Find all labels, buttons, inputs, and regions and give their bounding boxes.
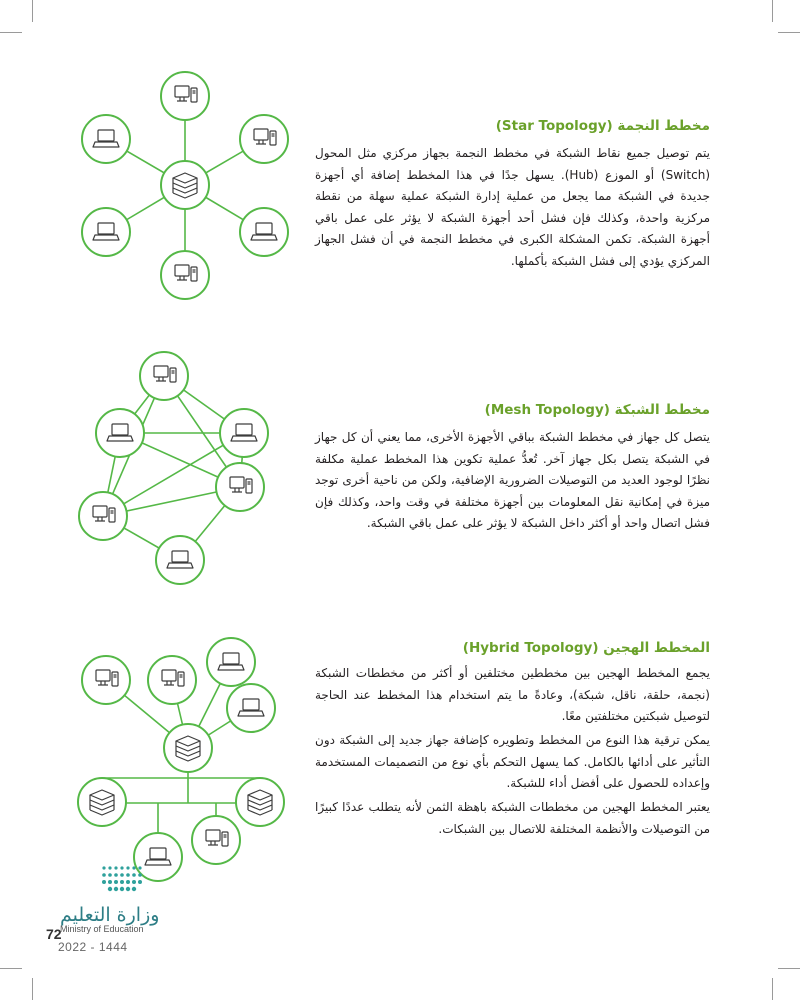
edition-year: 2022 - 1444 — [58, 940, 128, 954]
hybrid-node-bottom-right — [192, 816, 240, 864]
hybrid-node-top-right — [207, 638, 255, 686]
hybrid-node-right — [227, 684, 275, 732]
ministry-name-english: Ministry of Education — [60, 924, 144, 934]
ministry-logo-icon — [100, 862, 148, 902]
hybrid-node-top-left — [82, 656, 130, 704]
hybrid-node-switch-left — [78, 778, 126, 826]
hybrid-node-switch-right — [236, 778, 284, 826]
hybrid-topology-text-1: يجمع المخطط الهجين بين مخططين مختلفين أو أكثر من مخططات الشبكة (نجمة، حلقة، ناقل، شبكة)، وعادةً ما يتم استخدام هذا المخطط عند الحاجة لتوصيل شبكتين مختلفتين معًا. — [315, 666, 710, 723]
hybrid-topology-text-2: يمكن ترقية هذا النوع من المخطط وتطويره كإضافة جهاز جديد إلى الشبكة دون التأثير على أدائها بالكامل. كما يسهل التحكم بأي نوع من التصميمات المستخدمة وإعداده للحصول على أفضل أداء للشبكة. — [315, 733, 710, 790]
hybrid-topology-title: المخطط الهجين (Hybrid Topology) — [462, 640, 710, 656]
hybrid-node-top-middle — [148, 656, 196, 704]
mesh-topology-title: مخطط الشبكة (Mesh Topology) — [484, 402, 710, 418]
hybrid-node-hub — [164, 724, 212, 772]
hybrid-topology-text-3: يعتبر المخطط الهجين من مخططات الشبكة باهظة الثمن لأنه يتطلب عددًا كبيرًا من التوصيلات والأنظمة المختلفة للاتصال بين الشبكات. — [315, 800, 710, 836]
star-topology-title: مخطط النجمة (Star Topology) — [495, 118, 710, 134]
star-topology-text: يتم توصيل جميع نقاط الشبكة في مخطط النجمة بجهاز مركزي مثل المحول (Switch) أو الموزع (Hub). يسهل جدًا في هذا المخطط إضافة أي أجهزة جديدة في الشبكة مما يجعل من عملية إدارة الشبكة عملية سهلة من نقطة مركزية واحدة، وكذلك فإن فشل أحد أجهزة الشبكة لا يؤثر على عمل باقي أجهزة الشبكة. تكمن المشكلة الكبرى في مخطط النجمة في أن فشل الجهاز المركزي يؤدي إلى فشل الشبكة بأكملها. — [315, 146, 710, 268]
ministry-name-arabic: وزارة التعليم — [60, 904, 160, 926]
mesh-topology-text: يتصل كل جهاز في مخطط الشبكة بباقي الأجهزة الأخرى، مما يعني أن كل جهاز في الشبكة يتصل بكل جهاز آخر. تُعدُّ عملية تكوين هذا المخطط عملية مكلفة نظرًا لوجود العديد من التوصيلات الضرورية الإضافية، ولكن من ناحية أخرى توجد ميزة في إمكانية نقل المعلومات بين أجهزة مختلفة في وقت واحد، وكذلك فإن فشل اتصال واحد أو أكثر داخل الشبكة لا يؤثر على عمل باقي الشبكة. — [315, 430, 710, 530]
page-number: 72 — [46, 926, 62, 942]
